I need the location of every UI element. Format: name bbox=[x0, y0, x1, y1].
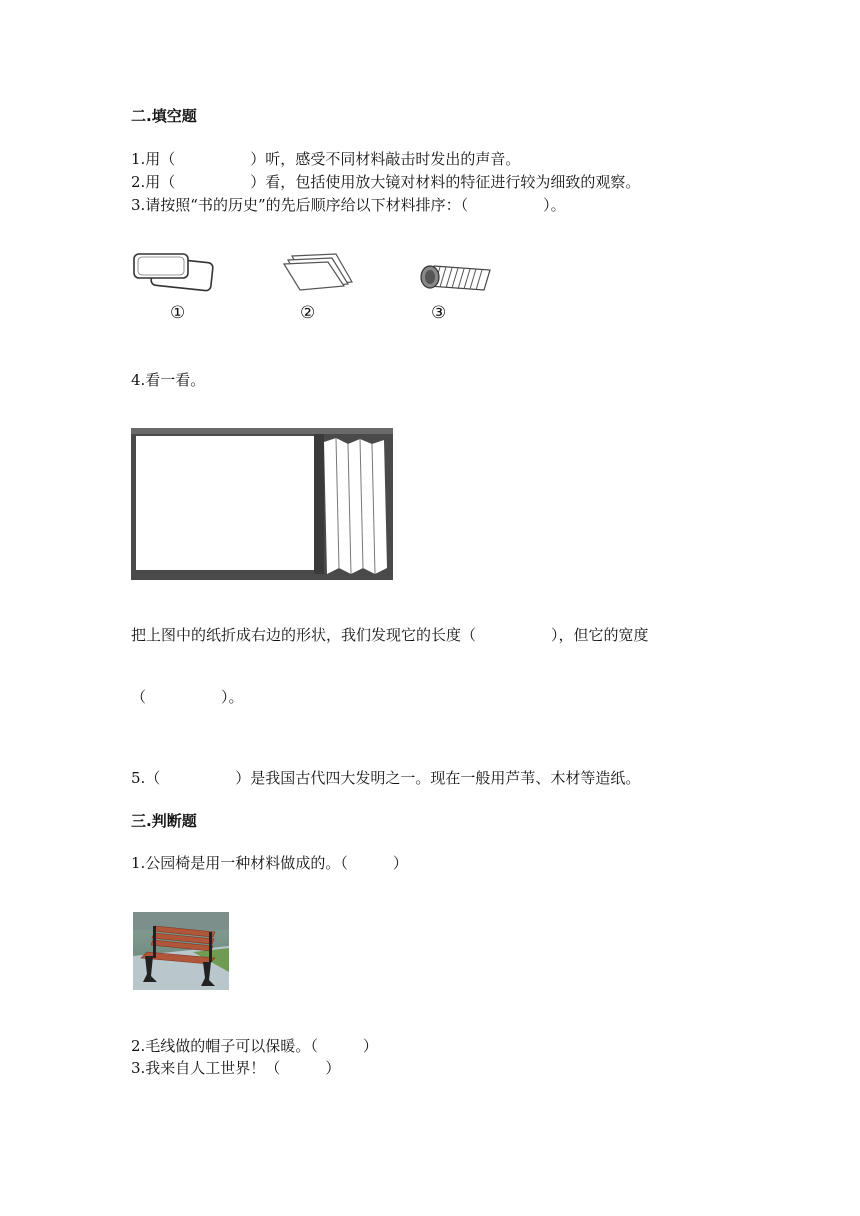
question-2-2: 2.用（ ）看，包括使用放大镜对材料的特征进行较为细致的观察。 bbox=[131, 173, 641, 191]
folded-paper-photo bbox=[131, 428, 393, 580]
bamboo-scroll-illustration bbox=[418, 260, 496, 296]
question-2-4-line2: （ ）。 bbox=[131, 688, 244, 706]
question-2-3: 3.请按照“书的历史”的先后顺序给以下材料排序：（ ）。 bbox=[131, 196, 566, 214]
section3-title: 三.判断题 bbox=[131, 812, 197, 830]
park-bench-photo bbox=[133, 912, 229, 990]
question-2-1: 1.用（ ）听，感受不同材料敲击时发出的声音。 bbox=[131, 150, 521, 168]
question-2-4: 4.看一看。 bbox=[131, 371, 206, 389]
question-3-1: 1.公园椅是用一种材料做成的。（ ） bbox=[131, 854, 408, 872]
question-2-4-line1: 把上图中的纸折成右边的形状，我们发现它的长度（ ），但它的宽度 bbox=[131, 626, 649, 644]
tablets-illustration bbox=[130, 250, 220, 295]
question-3-2: 2.毛线做的帽子可以保暖。（ ） bbox=[131, 1037, 378, 1055]
item-label-3: ③ bbox=[431, 303, 447, 323]
item-label-1: ① bbox=[170, 303, 186, 323]
question-2-5: 5.（ ）是我国古代四大发明之一。现在一般用芦苇、木材等造纸。 bbox=[131, 769, 641, 787]
section2-title: 二.填空题 bbox=[131, 107, 197, 125]
item-label-2: ② bbox=[300, 303, 316, 323]
question-3-3: 3.我来自人工世界！（ ） bbox=[131, 1059, 341, 1077]
paper-sheets-illustration bbox=[278, 252, 358, 292]
